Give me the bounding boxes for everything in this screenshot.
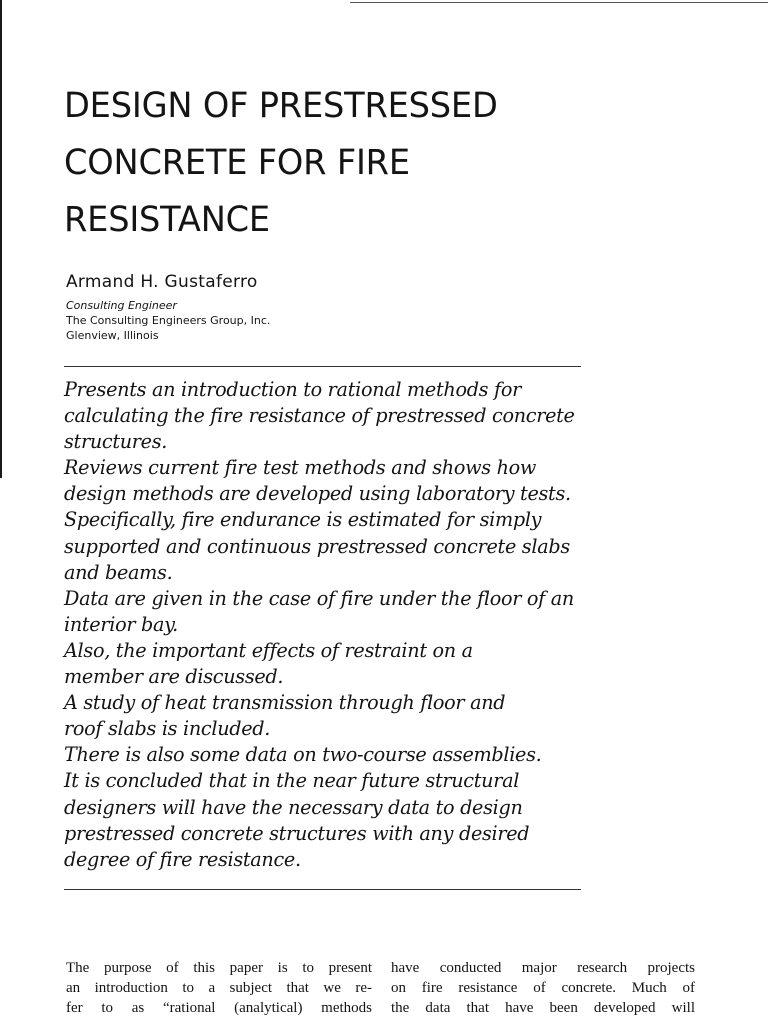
abstract-line: roof slabs is included. [64,717,271,741]
body-column-right [391,958,695,1018]
abstract-top-rule [64,366,581,367]
abstract-line: supported and continuous prestressed concrete slabs [64,534,570,558]
page-edge-rule [0,0,2,478]
abstract-line: design methods are developed using laboratory tests. [64,482,571,506]
abstract-line: There is also some data on two-course assemblies. [64,743,542,767]
abstract-line: structures. [64,430,168,454]
paper-title [64,78,563,249]
abstract-line: member are discussed. [64,665,284,689]
body-line: an introduction to a subject that we re- [66,980,372,996]
abstract-line: calculating the fire resistance of prestressed concrete [64,404,575,428]
abstract-bottom-rule [64,889,581,890]
abstract-line: Data are given in the case of fire under the floor of an [64,586,574,610]
author-affiliation [66,298,270,343]
body-line: fer to as “rational (analytical) methods [66,1000,372,1016]
body-column-left [66,958,372,1018]
abstract-line: interior bay. [64,612,178,636]
abstract-line: Presents an introduction to rational methods for [64,378,521,401]
title-line: DESIGN OF PRESTRESSED [64,86,498,126]
abstract-line: Specifically, fire endurance is estimated for simply [64,508,542,532]
author-role: Consulting Engineer [66,299,177,312]
body-line: have conducted major research projects [391,960,695,976]
abstract-line: Reviews current fire test methods and shows how [64,456,536,480]
top-rule [350,2,768,3]
abstract-line: prestressed concrete structures with any desired [64,821,530,845]
abstract-line: and beams. [64,560,173,584]
body-line: the data that have been developed will [391,1000,695,1016]
title-line: RESISTANCE [64,200,270,240]
abstract-line: designers will have the necessary data to design [64,795,523,819]
author-organization: The Consulting Engineers Group, Inc. [66,314,271,327]
abstract-line: It is concluded that in the near future structural [64,769,520,793]
abstract-line: A study of heat transmission through floor and [64,691,506,715]
body-line: The purpose of this paper is to present [66,960,372,976]
author-name: Armand H. Gustaferro [66,272,258,292]
body-line: on fire resistance of concrete. Much of [391,980,695,996]
abstract-line: Also, the important effects of restraint on a [64,638,473,662]
abstract-line: degree of fire resistance. [64,847,301,871]
title-line: CONCRETE FOR FIRE [64,143,410,183]
author-location: Glenview, Illinois [66,329,159,342]
abstract [64,377,604,873]
